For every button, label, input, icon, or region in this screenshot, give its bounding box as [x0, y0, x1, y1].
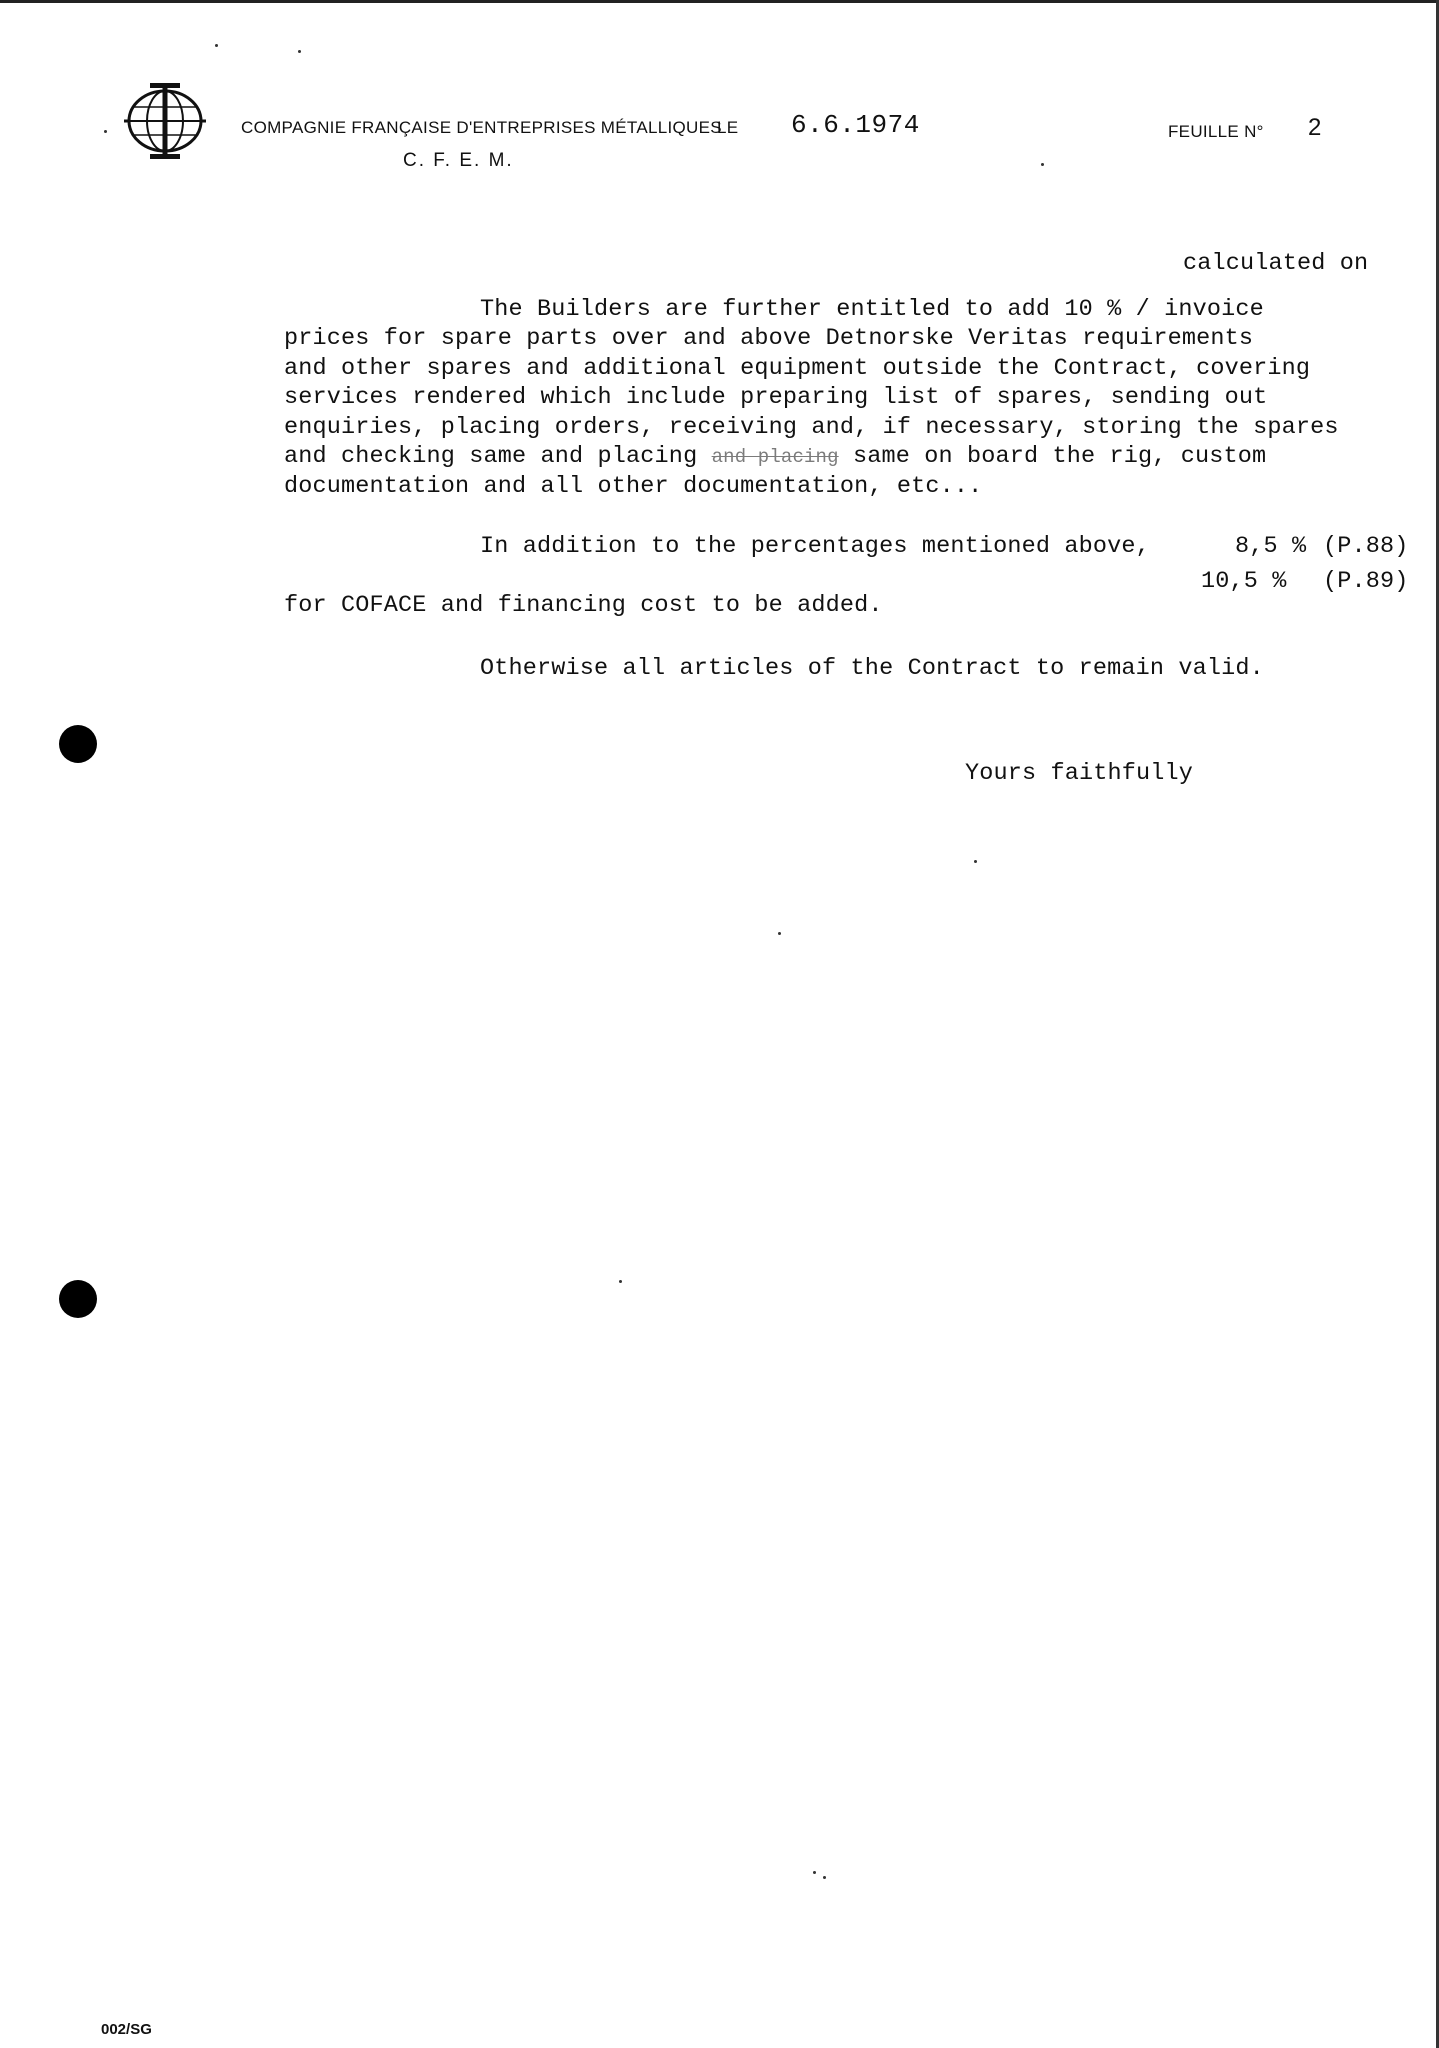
- paragraph-1-line-5: enquiries, placing orders, receiving and, if necessary, storing the spares: [284, 414, 1339, 441]
- reference-1: (P.88): [1323, 533, 1409, 560]
- percentage-2: 10,5 %: [1201, 568, 1287, 595]
- paragraph-3: Otherwise all articles of the Contract to remain valid.: [480, 655, 1264, 682]
- handwritten-insert: calculated on: [1183, 250, 1369, 277]
- line-6-text-b: same on board the rig, custom: [852, 443, 1267, 470]
- closing: Yours faithfully: [965, 760, 1194, 787]
- struck-through-text: and placing: [711, 446, 839, 468]
- company-name: COMPAGNIE FRANÇAISE D'ENTREPRISES MÉTALLIQUES: [241, 118, 722, 137]
- letter-date: 6.6.1974: [791, 110, 920, 140]
- percentage-1: 8,5 %: [1235, 533, 1307, 560]
- scan-speck: [778, 932, 781, 935]
- scan-speck: [215, 44, 218, 47]
- scan-edge-top: [0, 0, 1439, 3]
- scan-speck: [974, 860, 977, 863]
- document-code: 002/SG: [101, 2021, 152, 2038]
- paragraph-1-line-3: and other spares and additional equipment outside the Contract, covering: [284, 355, 1311, 382]
- paragraph-1-line-4: services rendered which include preparing list of spares, sending out: [284, 384, 1268, 411]
- sheet-number: 2: [1308, 114, 1322, 141]
- punch-hole: [59, 1280, 97, 1318]
- line-6-text-a: and checking same and placing: [284, 443, 698, 470]
- scan-speck: [298, 50, 301, 53]
- reference-2: (P.89): [1323, 568, 1409, 595]
- punch-hole: [59, 725, 97, 763]
- sheet-label: FEUILLE N°: [1168, 122, 1264, 141]
- scan-speck: [104, 130, 107, 133]
- date-label: LE: [717, 118, 739, 137]
- scan-speck: [813, 1871, 816, 1874]
- paragraph-2-line-2: for COFACE and financing cost to be added.: [284, 592, 883, 619]
- paragraph-1-line-1: The Builders are further entitled to add 10 % / invoice: [480, 296, 1264, 323]
- paragraph-2-line-1: In addition to the percentages mentioned above,: [480, 533, 1150, 560]
- company-abbreviation: C. F. E. M.: [403, 150, 514, 171]
- paragraph-1-line-6: [284, 443, 1266, 470]
- company-logo-icon: [122, 80, 208, 162]
- scan-speck: [619, 1280, 622, 1283]
- paragraph-1-line-7: documentation and all other documentation, etc...: [284, 473, 983, 500]
- paragraph-1-line-2: prices for spare parts over and above Detnorske Veritas requirements: [284, 325, 1254, 352]
- scan-speck: [823, 1876, 826, 1879]
- scan-speck: [1041, 163, 1044, 166]
